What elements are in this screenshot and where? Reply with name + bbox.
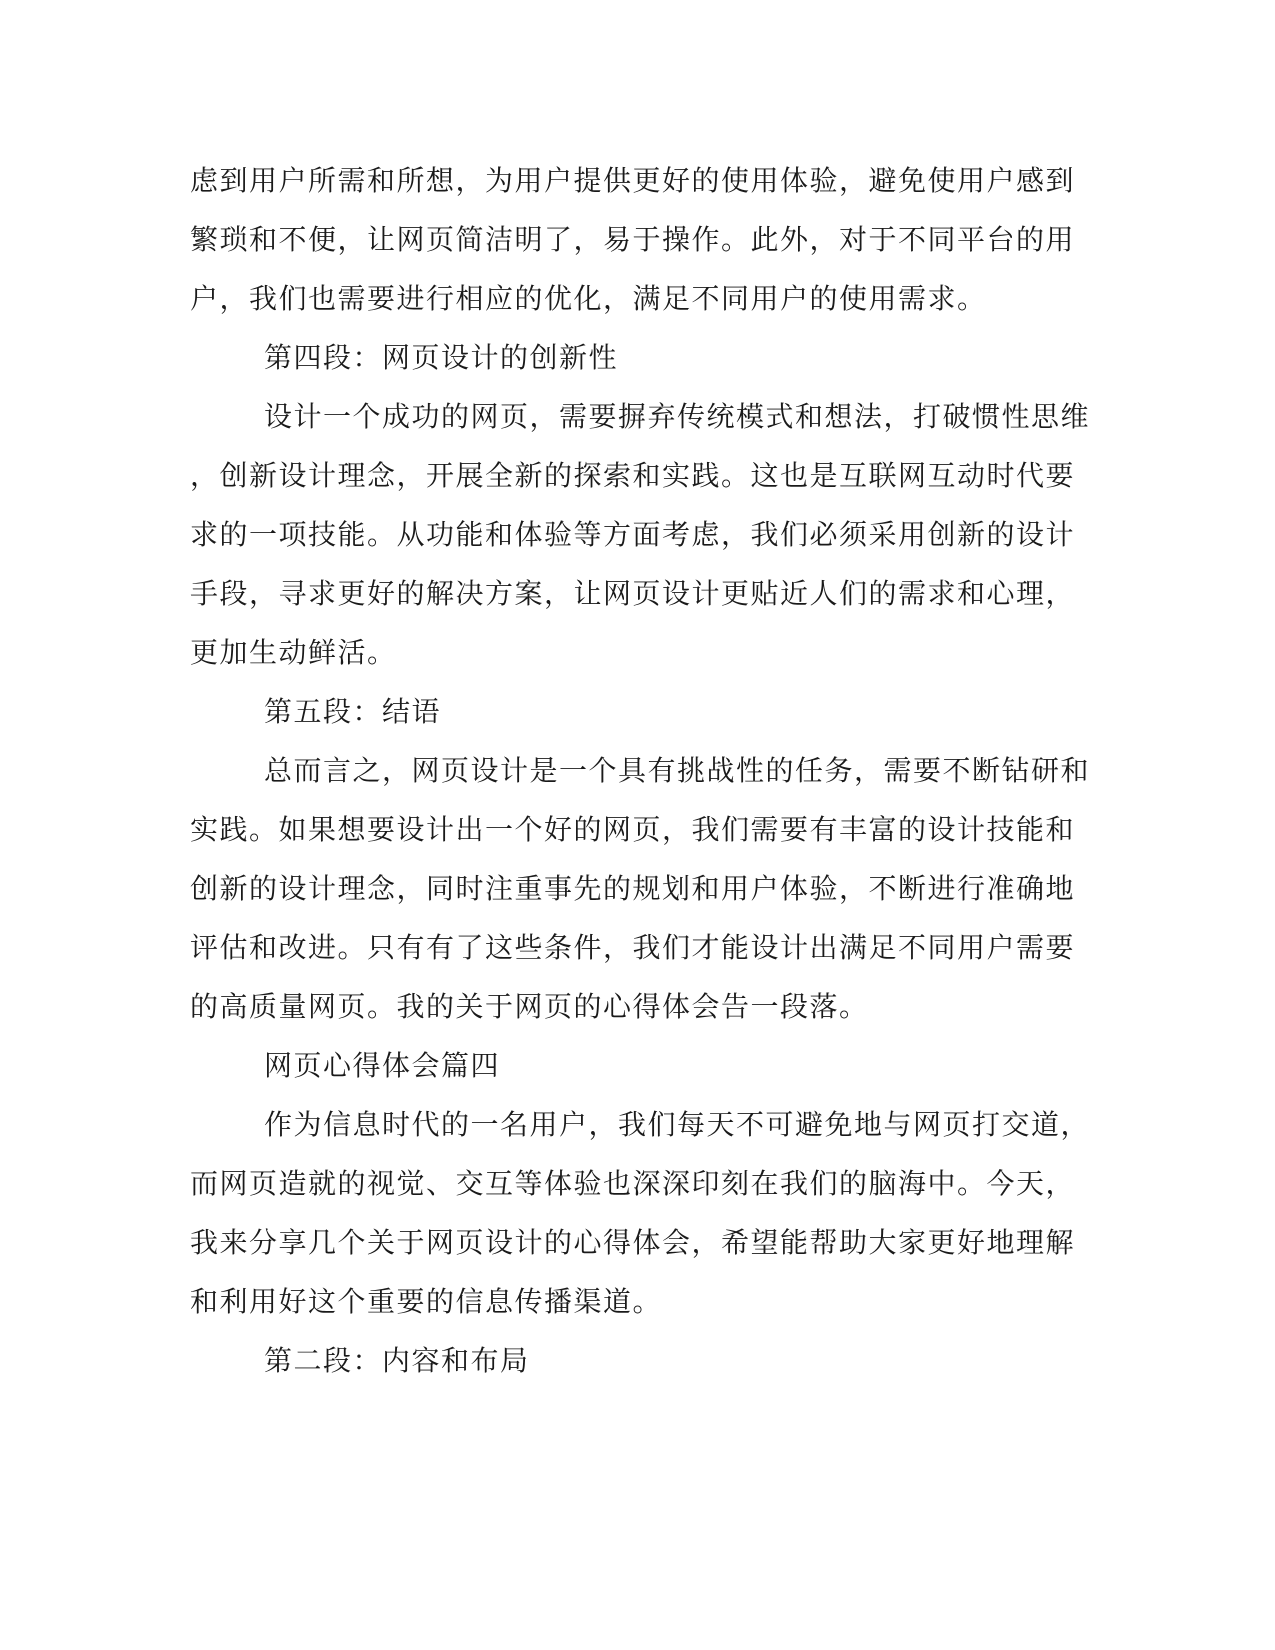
text-line: 虑到用户所需和所想，为用户提供更好的使用体验，避免使用户感到	[190, 164, 1076, 197]
text-line: 更加生动鲜活。	[190, 636, 397, 669]
text-line: 的高质量网页。我的关于网页的心得体会告一段落。	[190, 990, 869, 1023]
text-line: 求的一项技能。从功能和体验等方面考虑，我们必须采用创新的设计	[190, 518, 1076, 551]
chapter-title: 网页心得体会篇四	[264, 1049, 501, 1082]
text-line: 和利用好这个重要的信息传播渠道。	[190, 1285, 663, 1318]
section-heading: 第五段：结语	[264, 695, 442, 728]
text-line: ，创新设计理念，开展全新的探索和实践。这也是互联网互动时代要	[190, 459, 1076, 492]
text-line: 作为信息时代的一名用户，我们每天不可避免地与网页打交道，	[264, 1108, 1091, 1141]
text-line: 手段，寻求更好的解决方案，让网页设计更贴近人们的需求和心理，	[190, 577, 1076, 610]
text-line: 创新的设计理念，同时注重事先的规划和用户体验，不断进行准确地	[190, 872, 1076, 905]
text-line: 总而言之，网页设计是一个具有挑战性的任务，需要不断钻研和	[264, 754, 1091, 787]
text-line: 评估和改进。只有有了这些条件，我们才能设计出满足不同用户需要	[190, 931, 1076, 964]
text-line: 设计一个成功的网页，需要摒弃传统模式和想法，打破惯性思维	[264, 400, 1091, 433]
text-line: 实践。如果想要设计出一个好的网页，我们需要有丰富的设计技能和	[190, 813, 1076, 846]
section-heading: 第四段：网页设计的创新性	[264, 341, 619, 374]
text-line: 而网页造就的视觉、交互等体验也深深印刻在我们的脑海中。今天，	[190, 1167, 1076, 1200]
text-line: 繁琐和不便，让网页简洁明了，易于操作。此外，对于不同平台的用	[190, 223, 1076, 256]
section-heading: 第二段：内容和布局	[264, 1344, 530, 1377]
text-line: 户，我们也需要进行相应的优化，满足不同用户的使用需求。	[190, 282, 987, 315]
text-line: 我来分享几个关于网页设计的心得体会，希望能帮助大家更好地理解	[190, 1226, 1076, 1259]
